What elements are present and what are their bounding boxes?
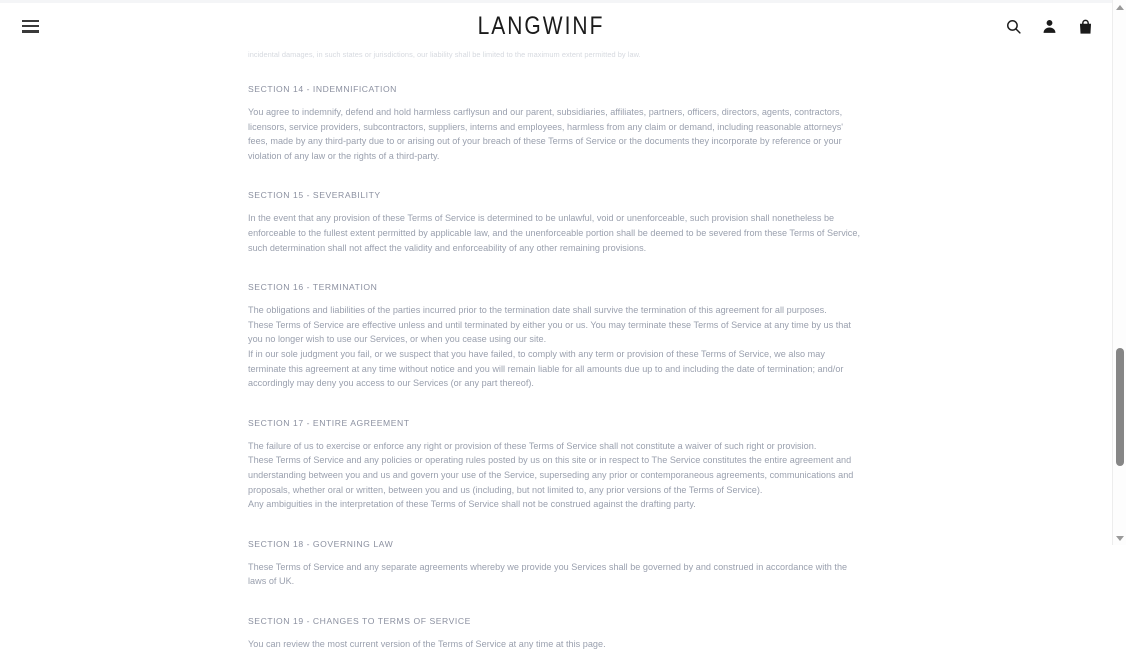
section-paragraph: These Terms of Service and any separate agreements whereby we provide you Services shall be governed by and construed in accordance with the laws of UK. [248,561,848,587]
section-paragraph: You agree to indemnify, defend and hold harmless carflysun and our parent, subsidiaries, affiliates, partners, officers, directors, agents, contractors, licensors, service providers, subcontractors, suppliers, interns and employees, harmless from any claim or demand, including reasonable attorneys' fees, made by any third-party due to or arising out of your breach of these Terms of Service or the documents they incorporate by reference or your violation of any law or the rights of a third-party. [248,107,844,161]
section-heading: SECTION 14 - INDEMNIFICATION [248,84,397,94]
section-14 [248,71,864,163]
section-paragraph: The obligations and liabilities of the parties incurred prior to the termination date shall survive the termination of this agreement for all purposes. [248,305,827,316]
section-18 [248,526,864,589]
account-icon[interactable] [1040,17,1059,36]
vertical-scrollbar[interactable] [1112,0,1126,545]
terms-document [0,49,1112,649]
hamburger-bar [22,25,39,27]
section-heading: SECTION 15 - SEVERABILITY [248,190,381,201]
scroll-down-arrow[interactable] [1113,531,1126,545]
section-heading: SECTION 19 - CHANGES TO TERMS OF SERVICE [248,615,471,626]
section-paragraph: You can review the most current version of the Terms of Service at any time at this page. [248,638,606,649]
section-15 [248,177,864,255]
section-paragraph: The failure of us to exercise or enforce any right or provision of these Terms of Service shall not constitute a waiver of such right or provision. [248,440,817,451]
section-19 [248,603,864,651]
shopping-bag-icon[interactable] [1076,17,1095,36]
section-heading: SECTION 18 - GOVERNING LAW [248,538,394,549]
hamburger-bar [22,30,39,32]
section-heading: SECTION 16 - TERMINATION [248,282,378,293]
brand-logo[interactable]: LANGWINF [477,12,605,40]
section-paragraph: Any ambiguities in the interpretation of these Terms of Service shall not be construed against the drafting party. [248,499,696,510]
section-paragraph: If in our sole judgment you fail, or we suspect that you have failed, to comply with any term or provision of these Terms of Service, we also may terminate this agreement at any time without notice and you will remain liable for all amounts due up to and including the date of termination; and/or accordingly may deny you access to our Services (or any part thereof). [248,348,844,389]
section-paragraph: In the event that any provision of these Terms of Service is determined to be unlawful, void or unenforceable, such provision shall nonetheless be enforceable to the fullest extent permitted by applicable law, and the unenforceable portion shall be deemed to be severed from these Terms of Service, such determination shall not affect the validity and enforceability of any other remaining provisions. [248,213,860,253]
scrollbar-thumb[interactable] [1116,348,1124,466]
section-17 [248,405,864,512]
header-left [0,20,120,33]
hamburger-menu-icon[interactable] [22,20,39,33]
search-icon[interactable] [1004,17,1023,36]
continuation-text: incidental damages, in such states or jurisdictions, our liability shall be limited to the maximum extent permitted by law. [248,50,641,59]
section-paragraph: These Terms of Service and any policies or operating rules posted by us on this site or in respect to The Service constitutes the entire agreement and understanding between you and us and govern your use of the Service, superseding any prior or contemporaneous agreements, communications and proposals, whether oral or written, between you and us (including, but not limited to, any prior versions of the Terms of Service). [248,455,854,495]
scroll-down-arrow-glyph [1116,536,1124,541]
hamburger-bar [22,20,39,22]
header-actions [962,17,1112,36]
section-heading: SECTION 17 - ENTIRE AGREEMENT [248,417,410,428]
site-header [0,3,1112,49]
scroll-up-arrow[interactable] [1113,0,1126,14]
section-16 [248,269,864,391]
section-paragraph: These Terms of Service are effective unless and until terminated by either you or us. You may terminate these Terms of Service at any time by us that you no longer wish to use our Services, or when you cease using our site. [248,319,851,345]
header-center [120,12,962,40]
document-content [248,49,864,651]
scroll-up-arrow-glyph [1116,5,1124,10]
